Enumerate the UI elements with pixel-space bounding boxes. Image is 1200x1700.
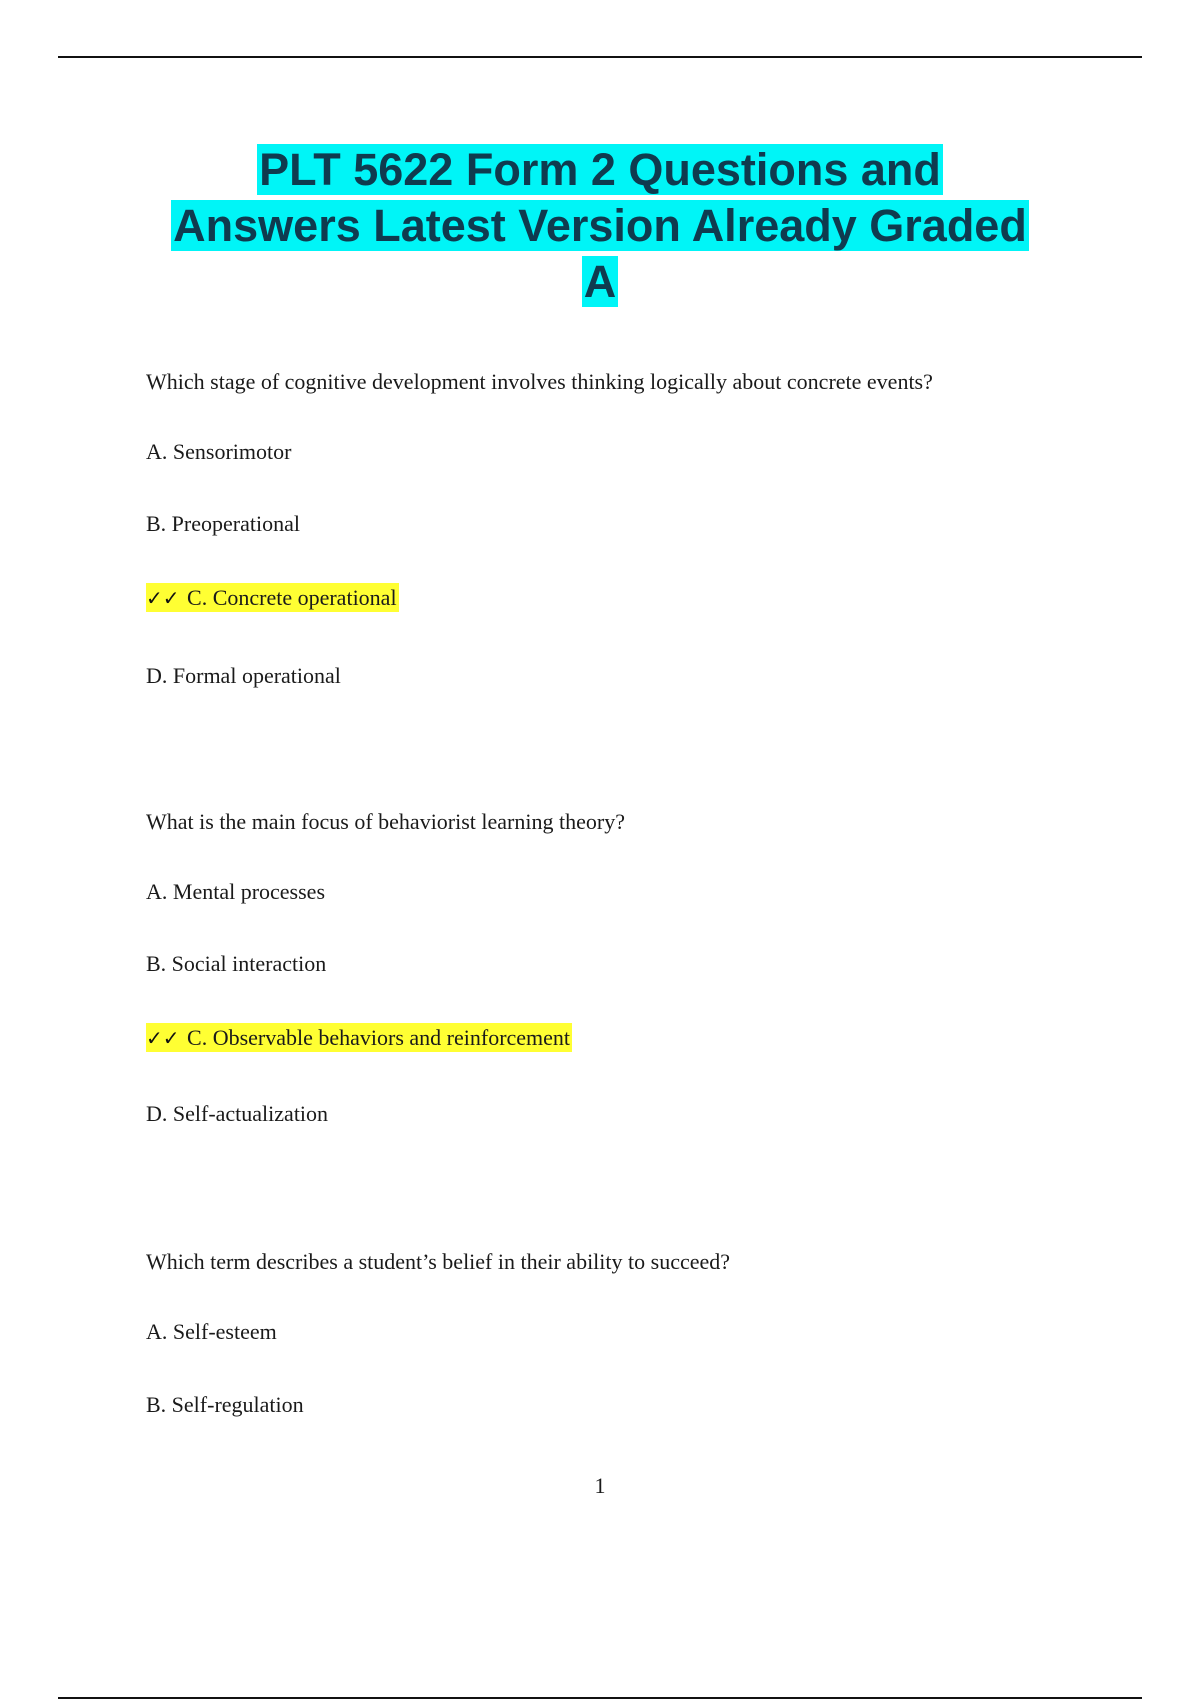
document-title xyxy=(100,142,1100,310)
page-number: 1 xyxy=(594,1473,606,1498)
answer-option-a: A. Sensorimotor xyxy=(146,439,292,464)
double-check-icon: ✓✓ xyxy=(146,586,180,610)
title-line-2: Answers Latest Version Already Graded xyxy=(173,200,1027,251)
answer-option-d: D. Self-actualization xyxy=(146,1101,329,1126)
answer-option-text: C. Concrete operational xyxy=(187,585,397,610)
bottom-rule xyxy=(58,1697,1142,1699)
answer-option-c-correct xyxy=(146,1024,572,1052)
answer-option-a: A. Self-esteem xyxy=(146,1319,277,1344)
top-rule xyxy=(58,56,1142,58)
question-text: Which term describes a student’s belief in their ability to succeed? xyxy=(146,1249,731,1274)
answer-option-c-correct xyxy=(146,584,399,612)
double-check-icon: ✓✓ xyxy=(146,1026,180,1050)
answer-option-b: B. Social interaction xyxy=(146,951,327,976)
title-line-3: A xyxy=(583,256,617,307)
question-text: What is the main focus of behaviorist learning theory? xyxy=(146,809,625,834)
answer-option-text: C. Observable behaviors and reinforcement xyxy=(187,1025,571,1050)
answer-option-a: A. Mental processes xyxy=(146,879,326,904)
answer-option-b: B. Preoperational xyxy=(146,511,300,536)
title-line-1: PLT 5622 Form 2 Questions and xyxy=(259,144,941,195)
question-text: Which stage of cognitive development involves thinking logically about concrete events? xyxy=(146,369,933,394)
answer-option-b: B. Self-regulation xyxy=(146,1392,304,1417)
correct-answer-highlight xyxy=(146,583,399,612)
answer-option-d: D. Formal operational xyxy=(146,663,341,688)
correct-answer-highlight xyxy=(146,1023,572,1052)
